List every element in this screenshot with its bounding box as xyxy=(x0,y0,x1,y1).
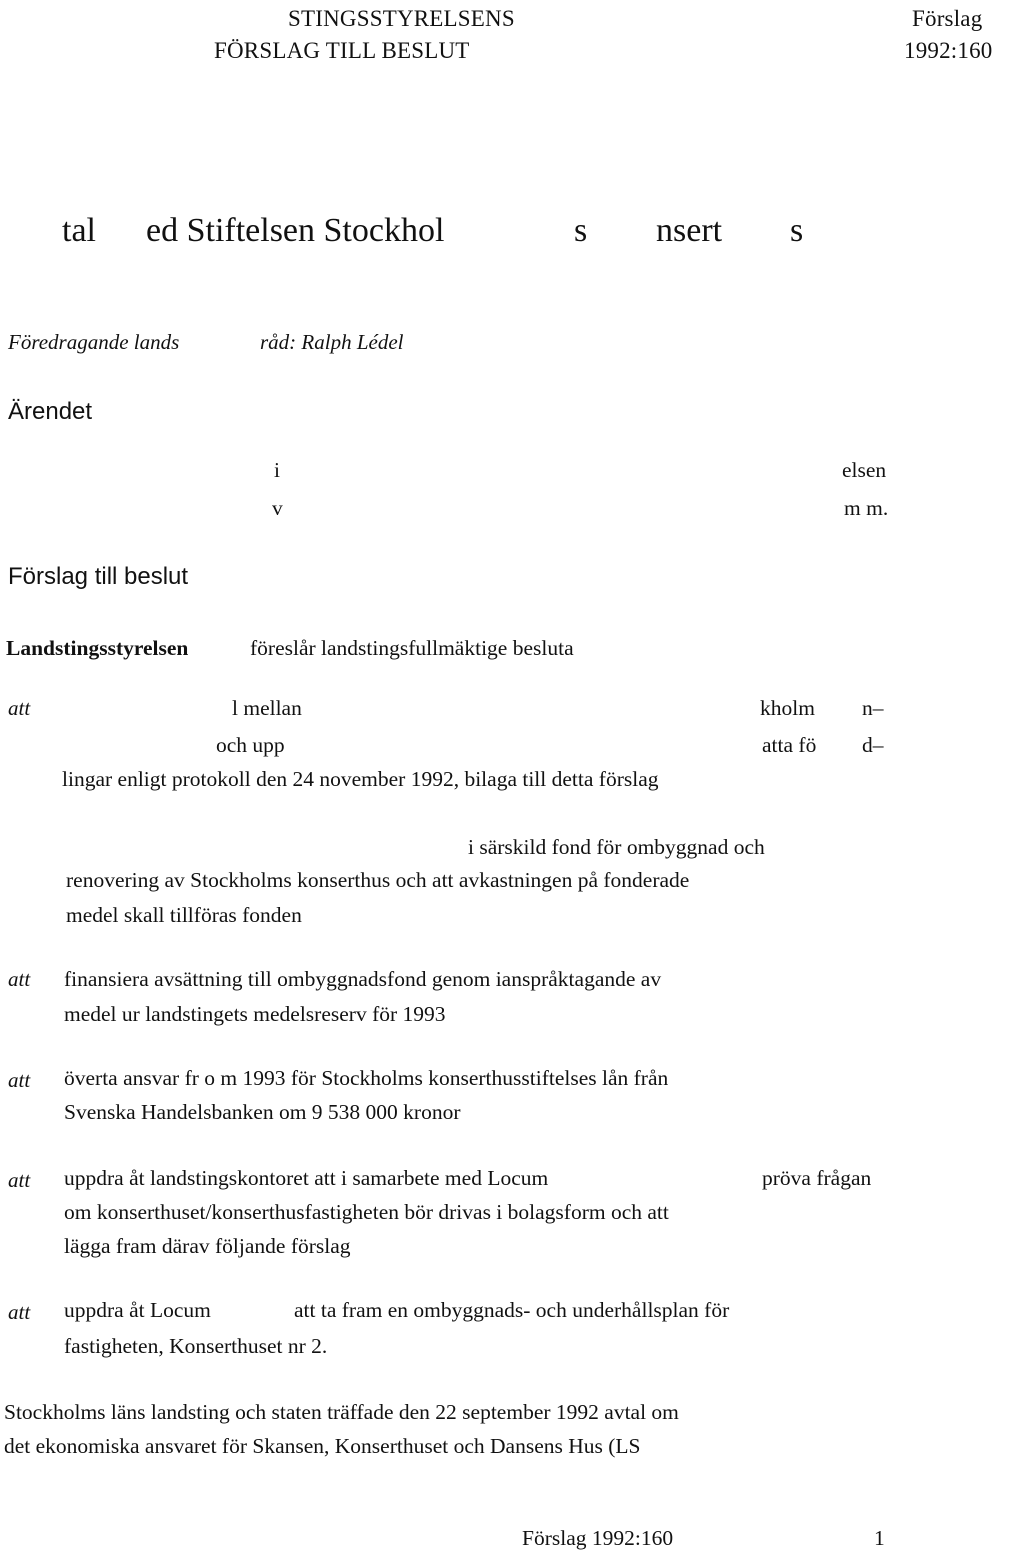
section-heading-beslut: Förslag till beslut xyxy=(8,563,189,590)
clause2-line2: renovering av Stockholms konserthus och att avkastningen på fonderade xyxy=(66,868,690,892)
arendet-fragment-v: v xyxy=(272,496,283,520)
closing-line1: Stockholms läns landsting och staten träffade den 22 september 1992 avtal om xyxy=(4,1400,679,1424)
clause3-line1: finansiera avsättning till ombyggnadsfond genom ianspråktagande av xyxy=(64,967,662,991)
clause6-line2: fastigheten, Konserthuset nr 2. xyxy=(64,1334,328,1358)
clause5-line2: om konserthuset/konserthusfastigheten bör drivas i bolagsform och att xyxy=(64,1200,669,1224)
title-fragment-3: s xyxy=(574,212,588,249)
clause1-line2c: d– xyxy=(862,733,884,757)
header-org-line1: STINGSSTYRELSENS xyxy=(288,6,515,31)
att-label: att xyxy=(8,1300,31,1324)
clause1-line3: lingar enligt protokoll den 24 november 1992, bilaga till detta förslag xyxy=(62,767,659,791)
header-org-line2: FÖRSLAG TILL BESLUT xyxy=(214,38,470,63)
lede-board: Landstingsstyrelsen xyxy=(6,636,189,660)
header-doc-label: Förslag xyxy=(912,6,983,31)
clause1-line1a: l mellan xyxy=(232,696,302,720)
att-label: att xyxy=(8,1068,31,1092)
section-heading-arendet: Ärendet xyxy=(8,398,93,425)
page-number: 1 xyxy=(874,1526,885,1550)
clause1-line1c: n– xyxy=(862,696,884,720)
clause6-line1b: att ta fram en ombyggnads- och underhållsplan för xyxy=(294,1298,730,1322)
title-fragment-5: s xyxy=(790,212,804,249)
clause4-line2: Svenska Handelsbanken om 9 538 000 kronor xyxy=(64,1100,461,1124)
att-label: att xyxy=(8,1168,31,1192)
arendet-fragment-i: i xyxy=(274,458,280,482)
presenter-name: råd: Ralph Lédel xyxy=(260,330,404,354)
clause2-line1: i särskild fond för ombyggnad och xyxy=(468,835,765,859)
clause5-line1a: uppdra åt landstingskontoret att i samarbete med Locum xyxy=(64,1166,549,1190)
presenter-label: Föredragande lands xyxy=(8,330,180,354)
clause6-line1a: uppdra åt Locum xyxy=(64,1298,211,1322)
lede-text: föreslår landstingsfullmäktige besluta xyxy=(250,636,574,660)
clause1-line2b: atta fö xyxy=(762,733,817,757)
clause5-line1b: pröva frågan xyxy=(762,1166,872,1190)
arendet-fragment-elsen: elsen xyxy=(842,458,887,482)
title-fragment-2: ed Stiftelsen Stockhol xyxy=(146,212,445,249)
clause5-line3: lägga fram därav följande förslag xyxy=(64,1234,351,1258)
clause3-line2: medel ur landstingets medelsreserv för 1993 xyxy=(64,1002,446,1026)
clause4-line1: överta ansvar fr o m 1993 för Stockholms konserthusstiftelses lån från xyxy=(64,1066,669,1090)
clause2-line3: medel skall tillföras fonden xyxy=(66,903,302,927)
att-label: att xyxy=(8,967,31,991)
att-label: att xyxy=(8,696,31,720)
header-doc-number: 1992:160 xyxy=(904,38,993,63)
clause1-line2a: och upp xyxy=(216,733,285,757)
footer-doc-label: Förslag 1992:160 xyxy=(522,1526,674,1550)
arendet-fragment-mm: m m. xyxy=(844,496,889,520)
closing-line2: det ekonomiska ansvaret för Skansen, Konserthuset och Dansens Hus (LS xyxy=(4,1434,641,1458)
title-fragment-1: tal xyxy=(62,212,96,249)
clause1-line1b: kholm xyxy=(760,696,815,720)
title-fragment-4: nsert xyxy=(656,212,723,249)
